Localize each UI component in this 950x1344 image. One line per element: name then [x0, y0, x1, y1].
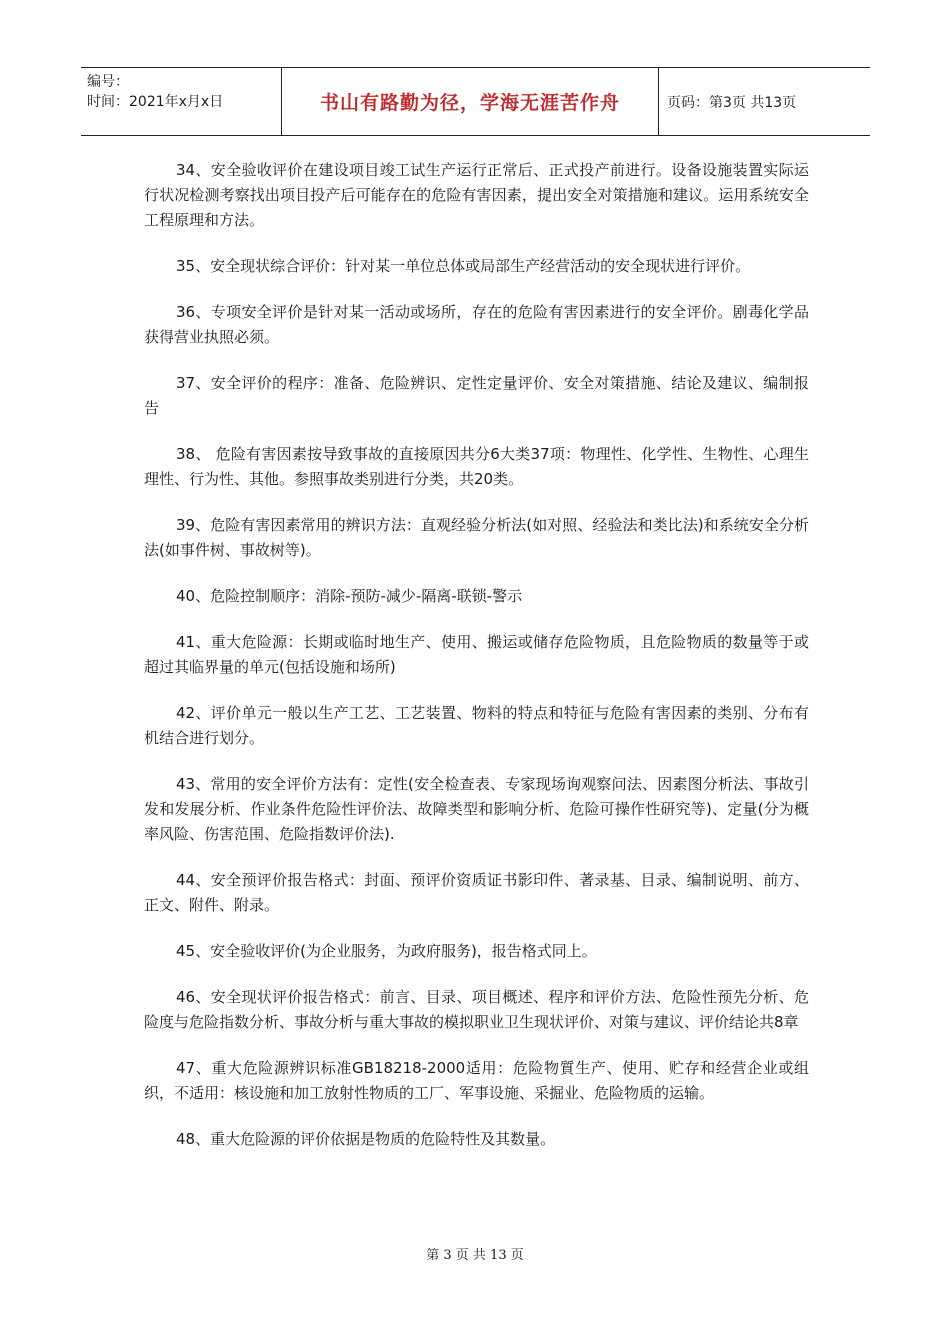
paragraph: 43、常用的安全评价方法有：定性(安全检查表、专家现场询观察问法、因素图分析法、事故引发和发展分析、作业条件危险性评价法、故障类型和影响分析、危险可操作性研究等)、定量(分为概率风险、伤害范围、危险指数评价法). [144, 775, 809, 843]
paragraph: 39、危险有害因素常用的辨识方法：直观经验分析法(如对照、经验法和类比法)和系统安全分析法(如事件树、事故树等)。 [144, 516, 809, 559]
paragraph: 44、安全预评价报告格式：封面、预评价资质证书影印件、著录基、目录、编制说明、前方、正文、附件、附录。 [144, 871, 809, 914]
paragraph: 36、专项安全评价是针对某一活动或场所，存在的危险有害因素进行的安全评价。剧毒化学品获得营业执照必须。 [144, 303, 809, 346]
header-meta [81, 68, 282, 135]
document-date: 时间：2021年x月x日 [87, 94, 224, 110]
header-motto: 书山有路勤为径，学海无涯苦作舟 [282, 68, 659, 135]
paragraph: 41、重大危险源：长期或临时地生产、使用、搬运或储存危险物质，且危险物质的数量等于或超过其临界量的单元(包括设施和场所) [144, 633, 809, 676]
paragraph: 46、安全现状评价报告格式：前言、目录、项目概述、程序和评价方法、危险性预先分析、危险度与危险指数分析、事故分析与重大事故的模拟职业卫生现状评价、对策与建议、评价结论共8章 [144, 988, 809, 1031]
paragraph: 47、重大危险源辨识标准GB18218-2000适用：危险物質生产、使用、贮存和经营企业或组织，不适用：核设施和加工放射性物质的工厂、军事设施、采掘业、危险物质的运输。 [144, 1059, 809, 1102]
paragraph: 45、安全验收评价(为企业服务，为政府服务)，报告格式同上。 [176, 942, 597, 960]
paragraph: 35、安全现状综合评价：针对某一单位总体或局部生产经营活动的安全现状进行评价。 [176, 257, 751, 275]
paragraph: 38、 危险有害因素按导致事故的直接原因共分6大类37项：物理性、化学性、生物性、心理生理性、行为性、其他。参照事故类别进行分类，共20类。 [144, 445, 809, 488]
header-page-info: 页码：第3页 共13页 [667, 94, 797, 111]
paragraph: 37、安全评价的程序：准备、危险辨识、定性定量评价、安全对策措施、结论及建议、编制报告 [144, 374, 809, 417]
paragraph: 40、危险控制顺序：消除-预防-减少-隔离-联锁-警示 [176, 587, 523, 605]
paragraph: 48、重大危险源的评价依据是物质的危险特性及其数量。 [176, 1130, 556, 1148]
page-footer: 第 3 页 共 13 页 [426, 1248, 524, 1263]
paragraph: 42、评价单元一般以生产工艺、工艺装置、物料的特点和特征与危险有害因素的类别、分布有机结合进行划分。 [144, 704, 809, 747]
document-number-label: 编号： [87, 74, 129, 90]
paragraph: 34、安全验收评价在建设项目竣工试生产运行正常后、正式投产前进行。设备设施装置实际运行状况检测考察找出项目投产后可能存在的危险有害因素，提出安全对策措施和建议。运用系统安全工程原理和方法。 [144, 161, 809, 229]
document-body [144, 158, 809, 1173]
page-header [81, 67, 870, 136]
